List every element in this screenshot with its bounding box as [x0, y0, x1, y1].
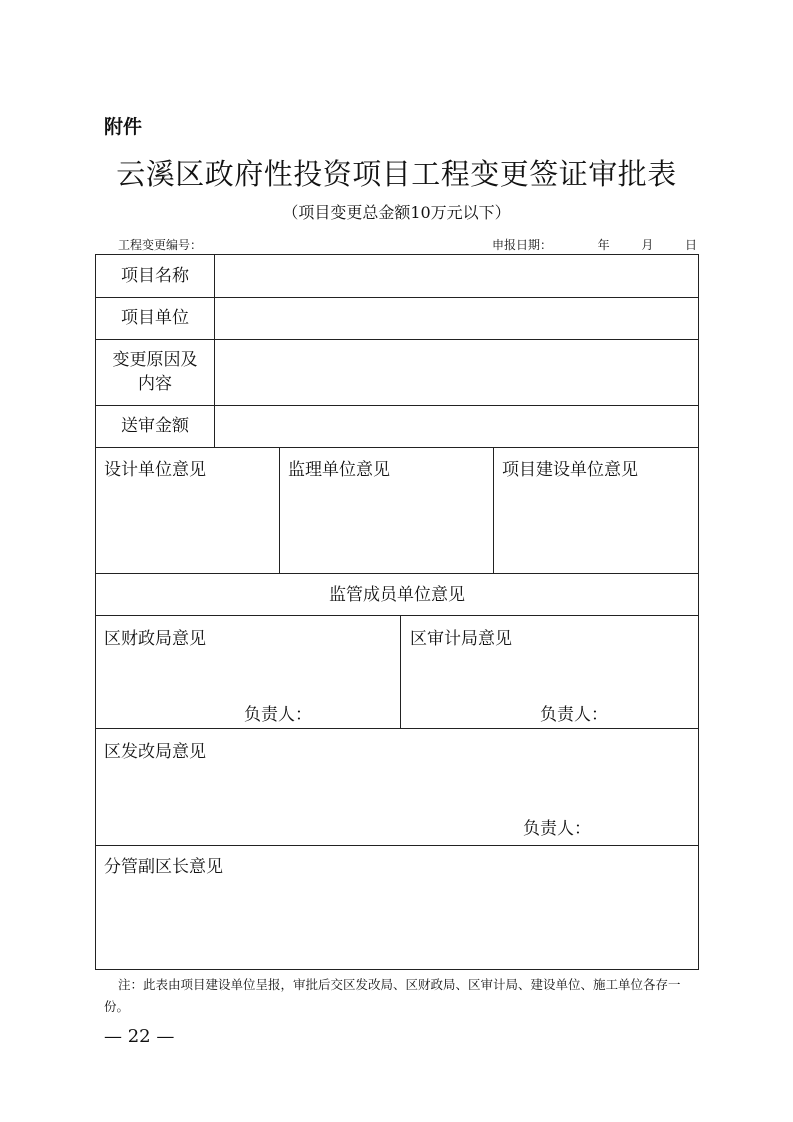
table-border-top	[95, 254, 699, 255]
table-border-right	[698, 254, 699, 970]
submitted-amount-label: 送审金额	[121, 416, 189, 436]
row-divider	[95, 615, 699, 616]
change-reason-label-line2: 内容	[138, 374, 172, 394]
finance-audit-divider	[400, 615, 401, 729]
report-date	[492, 236, 697, 253]
opinion-column-divider	[279, 447, 280, 574]
design-unit-opinion-label: 设计单位意见	[104, 460, 206, 480]
month-label: 月	[641, 238, 654, 252]
row-divider	[95, 573, 699, 574]
finance-signer-label: 负责人：	[244, 705, 312, 725]
ndrc-bureau-opinion-label: 区发改局意见	[104, 742, 206, 762]
vice-mayor-opinion-label: 分管副区长意见	[104, 857, 223, 877]
project-name-label: 项目名称	[121, 266, 189, 286]
label-column-divider	[214, 254, 215, 448]
opinion-column-divider	[493, 447, 494, 574]
year-label: 年	[597, 238, 610, 252]
footnote: 注：此表由项目建设单位呈报，审批后交区发改局、区财政局、区审计局、建设单位、施工单位各存一份。	[104, 977, 681, 1014]
change-reason-label-line1: 变更原因及	[112, 350, 198, 370]
report-date-label: 申报日期：	[492, 238, 553, 252]
change-reason-label	[96, 348, 214, 396]
construction-unit-opinion-label: 项目建设单位意见	[502, 460, 638, 480]
row-divider	[95, 845, 699, 846]
attachment-label: 附件	[104, 116, 143, 138]
finance-bureau-opinion-label: 区财政局意见	[104, 629, 206, 649]
ndrc-signer-label: 负责人：	[523, 819, 591, 839]
audit-bureau-opinion-label: 区审计局意见	[410, 629, 512, 649]
row-divider	[95, 339, 699, 340]
project-unit-label: 项目单位	[121, 308, 189, 328]
audit-signer-label: 负责人：	[540, 705, 608, 725]
row-divider	[95, 405, 699, 406]
page-number: — 22 —	[104, 1026, 175, 1047]
row-divider	[95, 297, 699, 298]
page-title: 云溪区政府性投资项目工程变更签证审批表	[116, 157, 677, 191]
row-divider	[95, 447, 699, 448]
supervision-members-header: 监管成员单位意见	[329, 585, 465, 605]
table-border-bottom	[95, 969, 699, 970]
day-label: 日	[685, 238, 698, 252]
change-number-label: 工程变更编号：	[118, 238, 203, 252]
page-subtitle: （项目变更总金额10万元以下）	[282, 203, 511, 222]
row-divider	[95, 728, 699, 729]
supervision-unit-opinion-label: 监理单位意见	[288, 460, 390, 480]
